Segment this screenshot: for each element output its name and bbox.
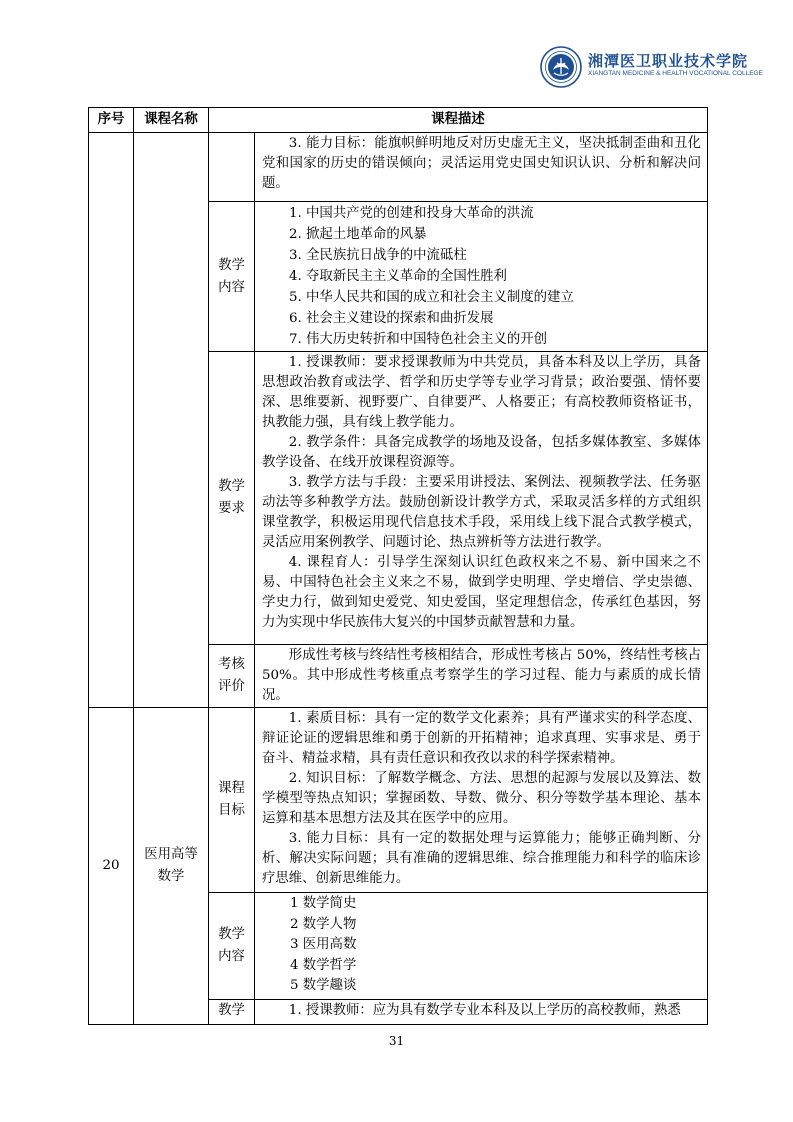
list-item: 4 数学哲学 [290,957,357,973]
list-item: 1. 中国共产党的创建和投身大革命的洪流 [289,206,534,221]
row19-content-cell [255,202,708,352]
row19-assess-cell [255,645,708,708]
table-row [89,133,708,202]
list-item: 4. 夺取新民主主义革命的全国性胜利 [289,269,507,284]
list-item: 3 医用高数 [290,937,357,952]
row20-content-cell [255,893,708,1000]
goal-paragraph: 3. 能力目标：具有一定的数据处理与运算能力；能够正确判断、分析、解决实际问题；具有准确的逻辑思维、综合推理能力和科学的临床诊疗思维、创新思维能力。 [262,831,701,886]
row19-assess-label: 考核 评价 [209,645,255,708]
row19-course-name-cell [134,133,209,708]
row19-content-label: 教学 内容 [209,202,255,352]
goal-paragraph: 2. 知识目标：了解数学概念、方法、思想的起源与发展以及算法、数学模型等热点知识；掌握函数、导数、微分、积分等数学基本理论、基本运算和基本思想方法及其在医学中的应用。 [262,771,701,826]
row20-course-name: 医用高等 数学 [134,708,209,1025]
row20-content-label: 教学 内容 [209,893,255,1000]
row19-index-cell [89,133,134,708]
list-item: 1 数学简史 [290,896,357,911]
assess-text: 形成性考核与终结性考核相结合，形成性考核占 50%，终结性考核占 50%。其中形成性考核重点考察学生的学习过程、能力与素质的成长情况。 [262,648,701,703]
header-description: 课程描述 [209,108,708,133]
row19-req-label: 教学 要求 [209,352,255,645]
table-header-row [89,108,708,133]
list-item: 7. 伟大历史转折和中国特色社会主义的开创 [289,332,548,347]
college-emblem-icon [540,46,582,88]
row19-req-cell [255,352,708,645]
course-table [88,107,708,1025]
header-index: 序号 [89,108,134,133]
req-paragraph: 4. 课程育人：引导学生深刻认识红色政权来之不易、新中国来之不易、中国特色社会主义来之不易，做到学史明理、学史增信、学史崇德、学史力行，做到知史爱党、知史爱国，坚定理想信念，传承红色基因，努力为实现中华民族伟大复兴的中国梦贡献智慧和力量。 [262,555,701,630]
req-paragraph: 3. 教学方法与手段：主要采用讲授法、案例法、视频教学法、任务驱动法等多种教学方法。鼓励创新设计教学方式，采取灵活多样的方式组织课堂教学，积极运用现代信息技术手段，采用线上线下混合式教学模式，灵活应用案例教学、问题讨论、热点辨析等方法进行教学。 [262,475,701,550]
row20-goal-cell [255,708,708,893]
list-item: 3. 全民族抗日战争的中流砥柱 [289,248,467,263]
row20-req-cell [255,1000,708,1025]
table-row [89,708,708,893]
row20-req-label: 教学 [209,1000,255,1025]
row20-index: 20 [89,708,134,1025]
school-name-en: XIANGTAN MEDICINE & HEALTH VOCATIONAL COLLEGE [588,70,763,77]
list-item: 5. 中华人民共和国的成立和社会主义制度的建立 [289,290,574,305]
list-item: 6. 社会主义建设的探索和曲折发展 [289,311,494,326]
list-item: 2 数学人物 [290,916,357,932]
row19-goal-label-cell [209,133,255,202]
row20-goal-label: 课程 目标 [209,708,255,893]
req-paragraph: 2. 教学条件：具备完成教学的场地及设备，包括多媒体教室、多媒体教学设备、在线开放课程资源等。 [262,435,701,470]
list-item: 2. 掀起土地革命的风暴 [289,227,427,242]
row19-ability-goal: 3. 能力目标：能旗帜鲜明地反对历史虚无主义，坚决抵制歪曲和丑化党和国家的历史的错误倾向；灵活运用党史国史知识认识、分析和解决问题。 [262,136,701,191]
row19-ability-goal-cell [255,133,708,202]
goal-paragraph: 1. 素质目标：具有一定的数学文化素养；具有严谨求实的科学态度、辩证论证的逻辑思维和勇于创新的开拓精神；追求真理、实事求是、勇于奋斗、精益求精，具有责任意识和孜孜以求的科学探索精神。 [262,711,701,766]
page-number: 31 [388,1034,405,1048]
page-header [540,44,763,90]
req-paragraph: 1. 授课教师：要求授课教师为中共党员，具备本科及以上学历，具备思想政治教育或法学、哲学和历史学等专业学习背景；政治要强、情怀要深、思维要新、视野要广、自律要严、人格要正；有高校教师资格证书，执教能力强，具有线上教学能力。 [262,355,701,430]
school-name-cn: 湘潭医卫职业技术学院 [588,52,749,70]
req-paragraph: 1. 授课教师：应为具有数学专业本科及以上学历的高校教师，熟悉 [288,1003,681,1018]
list-item: 5 数学趣谈 [290,978,357,993]
header-course-name: 课程名称 [134,108,209,133]
